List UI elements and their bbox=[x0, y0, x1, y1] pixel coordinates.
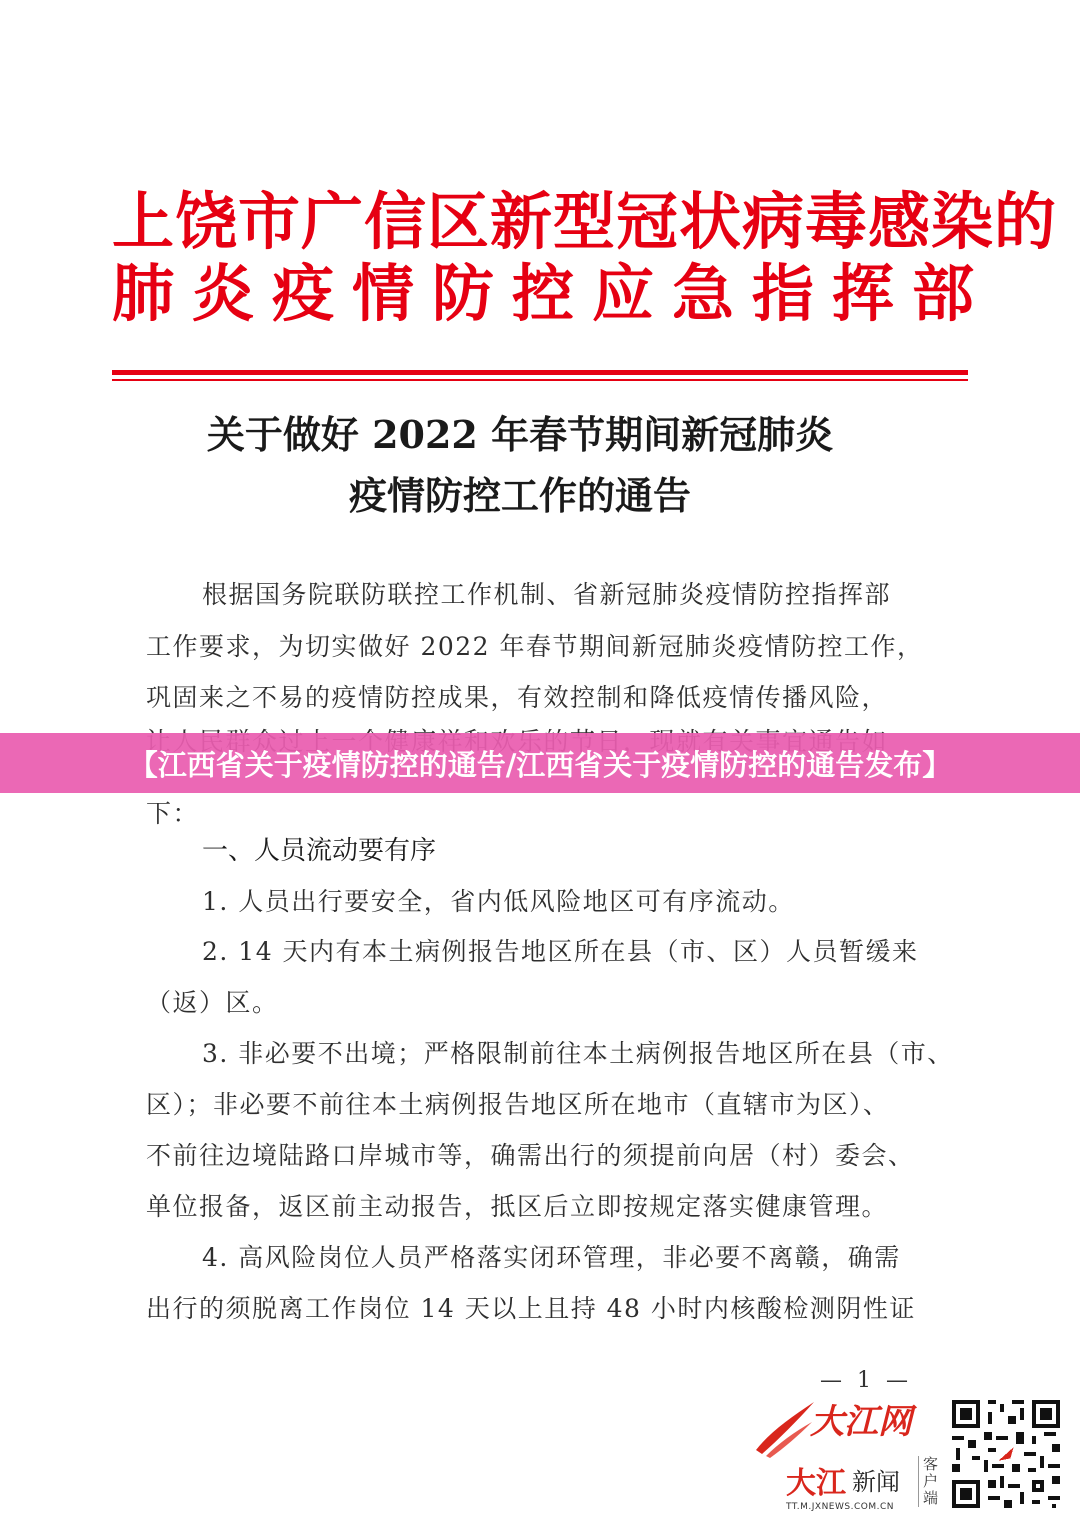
headline-banner-text: 【江西省关于疫情防控的通告/江西省关于疫情防控的通告发布】 bbox=[128, 747, 952, 782]
headline-banner[interactable] bbox=[0, 733, 1080, 793]
item-3-line-1: 3. 非必要不出境；严格限制前往本土病例报告地区所在县（市、 bbox=[202, 1039, 954, 1068]
masthead-line-2: 肺炎疫情防控应急指挥部 bbox=[112, 257, 993, 330]
document-title-line-2: 疫情防控工作的通告 bbox=[348, 473, 691, 518]
red-divider-thick bbox=[112, 370, 968, 375]
site-logo[interactable] bbox=[752, 1392, 942, 1522]
item-4-line-2: 出行的须脱离工作岗位 14 天以上且持 48 小时内核酸检测阴性证 bbox=[146, 1294, 916, 1323]
logo-url: TT.M.JXNEWS.COM.CN bbox=[786, 1502, 894, 1512]
client-tag: 客户端 bbox=[918, 1456, 941, 1507]
section-heading: 一、人员流动要有序 bbox=[202, 836, 437, 866]
item-3-line-4: 单位报备，返区前主动报告，抵区后立即按规定落实健康管理。 bbox=[146, 1192, 889, 1221]
item-2-line-1: 2. 14 天内有本土病例报告地区所在县（市、区）人员暂缓来 bbox=[202, 937, 919, 966]
intro-line-5: 下： bbox=[146, 799, 200, 828]
logo-sub-dark: 新闻 bbox=[852, 1468, 900, 1496]
item-3-line-2: 区）；非必要不前往本土病例报告地区所在地市（直辖市为区）、 bbox=[146, 1090, 890, 1119]
page-number: — 1 — bbox=[820, 1368, 912, 1393]
document-title-line-1: 关于做好 2022 年春节期间新冠肺炎 bbox=[206, 412, 834, 457]
masthead-line-1: 上饶市广信区新型冠状病毒感染的 bbox=[112, 185, 1058, 258]
logo-wordmark: 大江网 bbox=[810, 1402, 912, 1442]
item-1: 1. 人员出行要安全，省内低风险地区可有序流动。 bbox=[202, 887, 795, 916]
intro-line-1: 根据国务院联防联控工作机制、省新冠肺炎疫情防控指挥部 bbox=[202, 580, 892, 609]
red-divider-thin bbox=[112, 379, 968, 381]
qr-code-icon[interactable] bbox=[948, 1396, 1064, 1512]
logo-sub-red: 大江 bbox=[786, 1466, 846, 1501]
item-2-line-2: （返）区。 bbox=[146, 988, 279, 1017]
item-3-line-3: 不前往边境陆路口岸城市等，确需出行的须提前向居（村）委会、 bbox=[146, 1141, 915, 1170]
item-4-line-1: 4. 高风险岗位人员严格落实闭环管理，非必要不离赣，确需 bbox=[202, 1243, 901, 1272]
intro-line-2: 工作要求，为切实做好 2022 年春节期间新冠肺炎疫情防控工作， bbox=[146, 632, 924, 661]
intro-line-3: 巩固来之不易的疫情防控成果，有效控制和降低疫情传播风险， bbox=[146, 683, 889, 712]
